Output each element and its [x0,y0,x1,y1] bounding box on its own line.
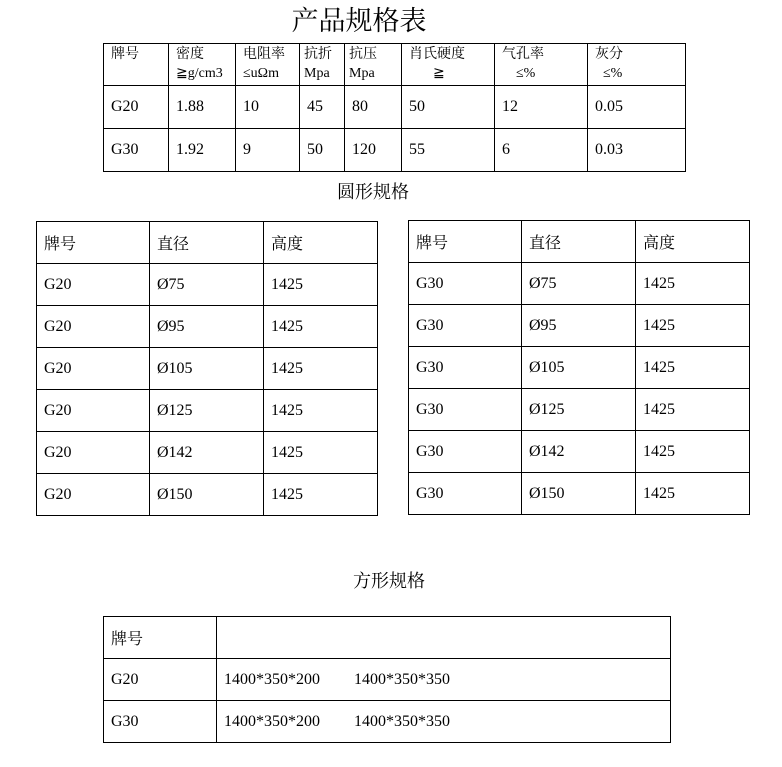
round-table-left [36,221,378,516]
table-header-row [37,222,378,264]
table-row [37,474,378,516]
spec-cell-hardness: 55 [402,129,495,172]
table-row [37,432,378,474]
spec-header-flexural: 抗折 Mpa [300,44,345,86]
cell-height: 1425 [636,473,750,515]
spec-cell-grade: G30 [104,129,169,172]
header-diameter: 直径 [150,222,264,264]
spec-cell-porosity: 12 [495,86,588,129]
cell-grade: G20 [37,432,150,474]
table-header-row [409,221,750,263]
spec-cell-density: 1.88 [169,86,236,129]
size-value: 1400*350*200 [224,670,320,688]
square-table [103,616,671,743]
cell-diameter: Ø125 [150,390,264,432]
cell-diameter: Ø75 [522,263,636,305]
table-row [409,431,750,473]
spec-header-row [104,44,686,86]
cell-grade: G30 [409,263,522,305]
table-header-row [104,617,671,659]
square-section-title: 方形规格 [353,571,425,591]
cell-height: 1425 [264,306,378,348]
cell-height: 1425 [264,348,378,390]
cell-grade: G20 [37,264,150,306]
cell-sizes [217,659,671,701]
cell-grade: G30 [104,701,217,743]
cell-height: 1425 [636,431,750,473]
cell-height: 1425 [264,390,378,432]
spec-cell-porosity: 6 [495,129,588,172]
spec-table [103,43,686,172]
cell-grade: G30 [409,389,522,431]
cell-diameter: Ø105 [150,348,264,390]
round-section-title: 圆形规格 [337,182,409,202]
spec-header-porosity: 气孔率 ≤% [495,44,588,86]
spec-cell-resistivity: 9 [236,129,300,172]
header-height: 高度 [264,222,378,264]
cell-grade: G30 [409,305,522,347]
table-row [37,306,378,348]
cell-height: 1425 [636,347,750,389]
spec-header-ash: 灰分 ≤% [588,44,686,86]
spec-cell-grade: G20 [104,86,169,129]
spec-header-density: 密度 ≧g/cm3 [169,44,236,86]
header-size [217,617,671,659]
cell-diameter: Ø75 [150,264,264,306]
cell-height: 1425 [264,474,378,516]
round-table-right [408,220,750,515]
header-grade: 牌号 [104,617,217,659]
header-height: 高度 [636,221,750,263]
spec-header-compressive: 抗压 Mpa [345,44,402,86]
cell-height: 1425 [636,305,750,347]
spec-header-grade: 牌号 [104,44,169,86]
spec-cell-flexural: 50 [300,129,345,172]
spec-cell-density: 1.92 [169,129,236,172]
table-row [409,473,750,515]
page-title: 产品规格表 [291,6,427,36]
cell-diameter: Ø95 [522,305,636,347]
table-row [37,264,378,306]
cell-grade: G20 [37,348,150,390]
spec-cell-ash: 0.05 [588,86,686,129]
cell-height: 1425 [264,432,378,474]
cell-diameter: Ø105 [522,347,636,389]
cell-diameter: Ø142 [150,432,264,474]
cell-diameter: Ø150 [150,474,264,516]
table-row [104,129,686,172]
cell-height: 1425 [636,263,750,305]
cell-grade: G20 [37,390,150,432]
cell-grade: G30 [409,347,522,389]
size-value: 1400*350*350 [354,670,450,688]
table-row [104,659,671,701]
cell-grade: G20 [37,306,150,348]
spec-header-hardness: 肖氏硬度 ≧ [402,44,495,86]
spec-cell-flexural: 45 [300,86,345,129]
cell-grade: G20 [104,659,217,701]
cell-sizes [217,701,671,743]
cell-diameter: Ø125 [522,389,636,431]
cell-grade: G20 [37,474,150,516]
cell-height: 1425 [264,264,378,306]
table-row [409,305,750,347]
spec-header-resistivity: 电阻率 ≤uΩm [236,44,300,86]
size-value: 1400*350*200 [224,712,320,730]
spec-cell-compressive: 120 [345,129,402,172]
table-row [104,86,686,129]
table-row [37,348,378,390]
table-row [409,347,750,389]
table-row [409,389,750,431]
header-grade: 牌号 [37,222,150,264]
cell-diameter: Ø150 [522,473,636,515]
spec-cell-compressive: 80 [345,86,402,129]
size-value: 1400*350*350 [354,712,450,730]
header-grade: 牌号 [409,221,522,263]
table-row [104,701,671,743]
table-row [409,263,750,305]
cell-height: 1425 [636,389,750,431]
cell-grade: G30 [409,431,522,473]
cell-grade: G30 [409,473,522,515]
cell-diameter: Ø95 [150,306,264,348]
spec-cell-ash: 0.03 [588,129,686,172]
cell-diameter: Ø142 [522,431,636,473]
table-row [37,390,378,432]
spec-cell-resistivity: 10 [236,86,300,129]
spec-cell-hardness: 50 [402,86,495,129]
header-diameter: 直径 [522,221,636,263]
